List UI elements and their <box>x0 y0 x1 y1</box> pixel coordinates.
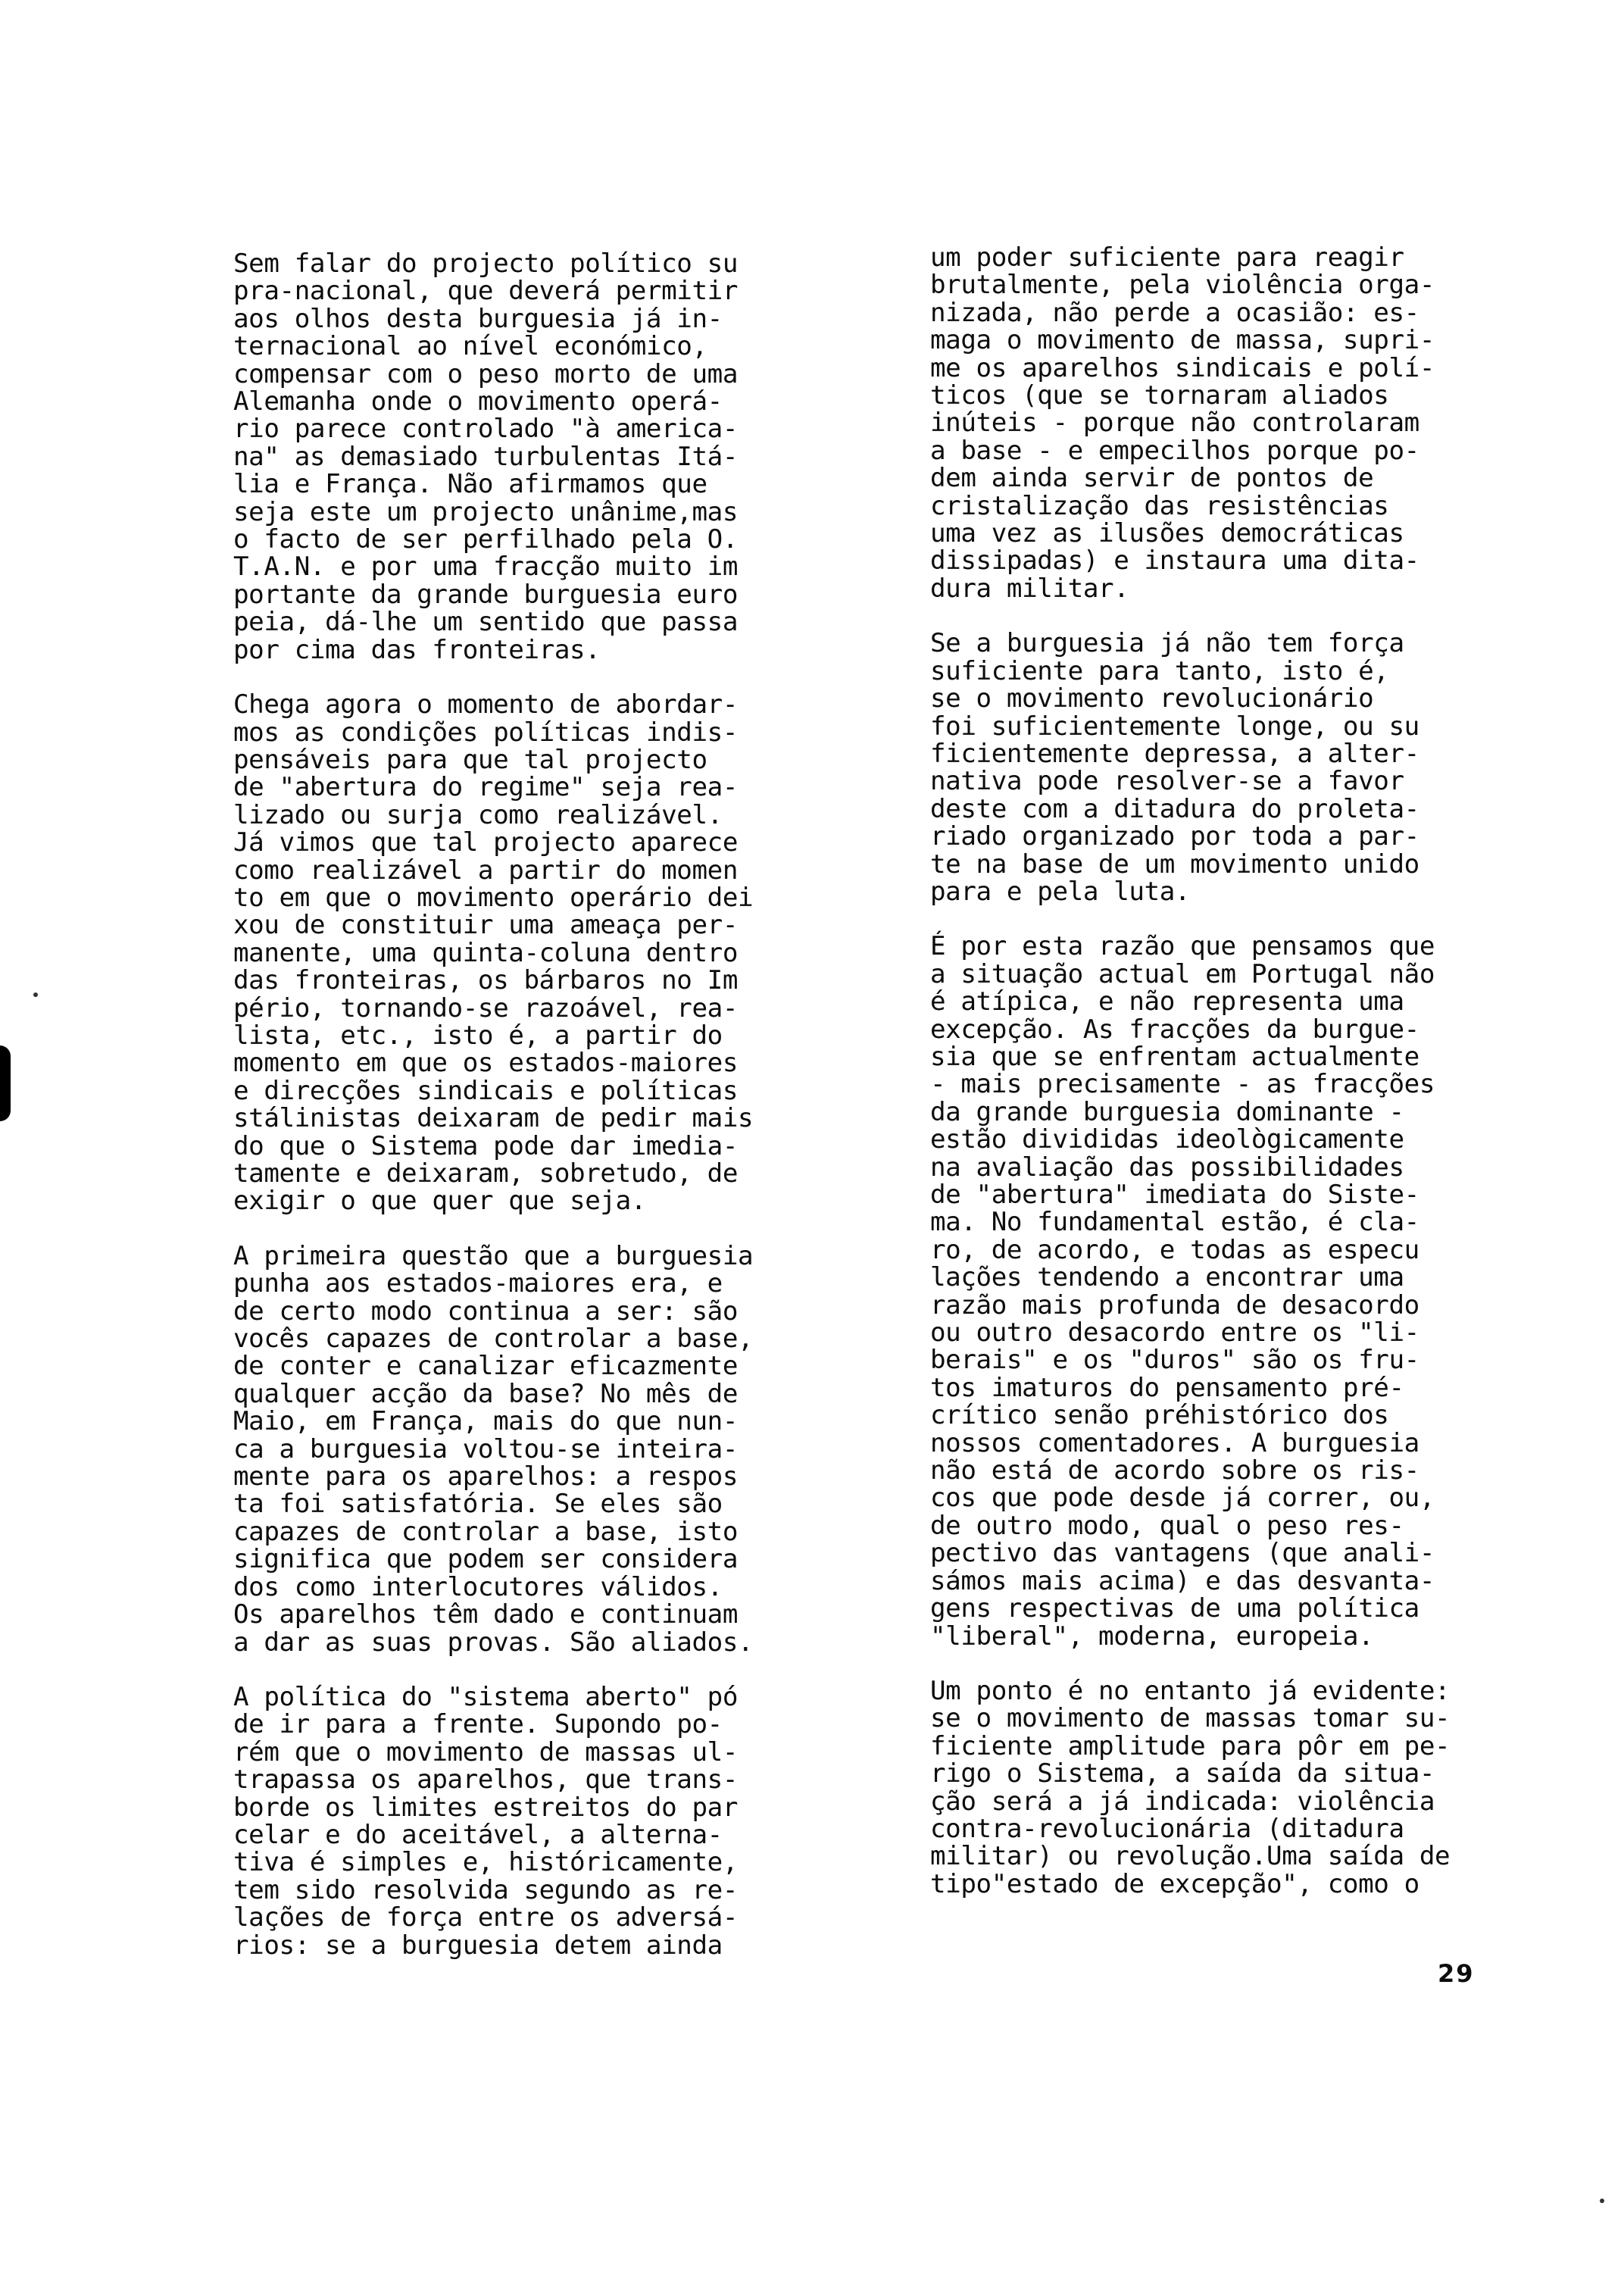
paragraph: A política do "sistema aberto" pó de ir para a frente. Supondo po- rém que o movimento de massas ul- trapassa os aparelhos, que trans- borde os limites estreitos do par celar e do aceitável, a alterna- tiva é simples e, históricamente, tem sido resolvida segundo as re- lações de força entre os adversá- rios: se a burguesia detem ainda <box>233 1681 739 1961</box>
paragraph: Um ponto é no entanto já evidente: se o movimento de massas tomar su- ficiente amplitude para pôr em pe- rigo o Sistema, a saída da situa- ção será a já indicada: violência contra-revolucionária (ditadura militar) ou revolução.Uma saída de tipo"estado de excepção", como o <box>930 1675 1451 1899</box>
paragraph: A primeira questão que a burguesia punha aos estados-maiores era, e de certo modo continua a ser: são vocês capazes de controlar a base, de conter e canalizar eficazmente qualquer acção da base? No mês de Maio, em França, mais do que nun- ca a burguesia voltou-se inteira- mente para os aparelhos: a respos ta foi satisfatória. Se eles são capazes de controlar a base, isto significa que podem ser considera dos como interlocutores válidos. Os aparelhos têm dado e continuam a dar as suas provas. São aliados. <box>233 1240 754 1658</box>
paragraph: Chega agora o momento de abordar- mos as condições políticas indis- pensáveis para que tal projecto de "abertura do regime" seja rea- lizado ou surja como realizável. Já vimos que tal projecto aparece como realizável a partir do momen to em que o movimento operário dei xou de constituir uma ameaça per- manente, uma quinta-coluna dentro das fronteiras, os bárbaros no Im pério, tornando-se razoável, rea- lista, etc., isto é, a partir do momento em que os estados-maiores e direcções sindicais e políticas stálinistas deixaram de pedir mais do que o Sistema pode dar imedia- tamente e deixaram, sobretudo, de exigir o que quer que seja. <box>233 689 754 1217</box>
page-number: 29 <box>1438 1959 1475 1988</box>
scan-speck <box>1600 2199 1604 2203</box>
paragraph: um poder suficiente para reagir brutalmente, pela violência orga- nizada, não perde a ocasião: es- maga o movimento de massa, supri- me os aparelhos sindicais e polí- ticos (que se tornaram aliados inúteis - porque não controlaram a base - e empecilhos porque po- dem ainda servir de pontos de cristalização das resistências uma vez as ilusões democráticas dissipadas) e instaura uma dita- dura militar. <box>930 242 1435 604</box>
paragraph: Se a burguesia já não tem força suficiente para tanto, isto é, se o movimento revolucionário foi suficientemente longe, ou su ficientemente depressa, a alter- nativa pode resolver-se a favor deste com a ditadura do proleta- riado organizado por toda a par- te na base de um movimento unido para e pela luta. <box>930 628 1419 907</box>
scan-speck <box>33 992 38 997</box>
paragraph: Sem falar do projecto político su pra-nacional, que deverá permitir aos olhos desta burguesia já in- ternacional ao nível económico, compensar com o peso morto de uma Alemanha onde o movimento operá- rio parece controlado "à america- na" as demasiado turbulentas Itá- lia e França. Não afirmamos que seja este um projecto unânime,mas o facto de ser perfilhado pela O. T.A.N. e por uma fracção muito im portante da grande burguesia euro peia, dá-lhe um sentido que passa por cima das fronteiras. <box>233 248 739 665</box>
right-column <box>930 244 1506 1925</box>
left-column <box>233 250 809 1986</box>
binder-hole-mark <box>0 1045 11 1121</box>
paragraph: É por esta razão que pensamos que a situação actual em Portugal não é atípica, e não representa uma excepção. As fracções da burgue- sia que se enfrentam actualmente - mais precisamente - as fracções da grande burguesia dominante - estão divididas ideològicamente na avaliação das possibilidades de "abertura" imediata do Siste- ma. No fundamental estão, é cla- ro, de acordo, e todas as especu lações tendendo a encontrar uma razão mais profunda de desacordo ou outro desacordo entre os "li- berais" e os "duros" são os fru- tos imaturos do pensamento pré- crítico senão préhistórico dos nossos comentadores. A burguesia não está de acordo sobre os ris- cos que pode desde já correr, ou, de outro modo, qual o peso res- pectivo das vantagens (que anali- sámos mais acima) e das desvanta- gens respectivas de uma política "liberal", moderna, europeia. <box>930 931 1435 1652</box>
